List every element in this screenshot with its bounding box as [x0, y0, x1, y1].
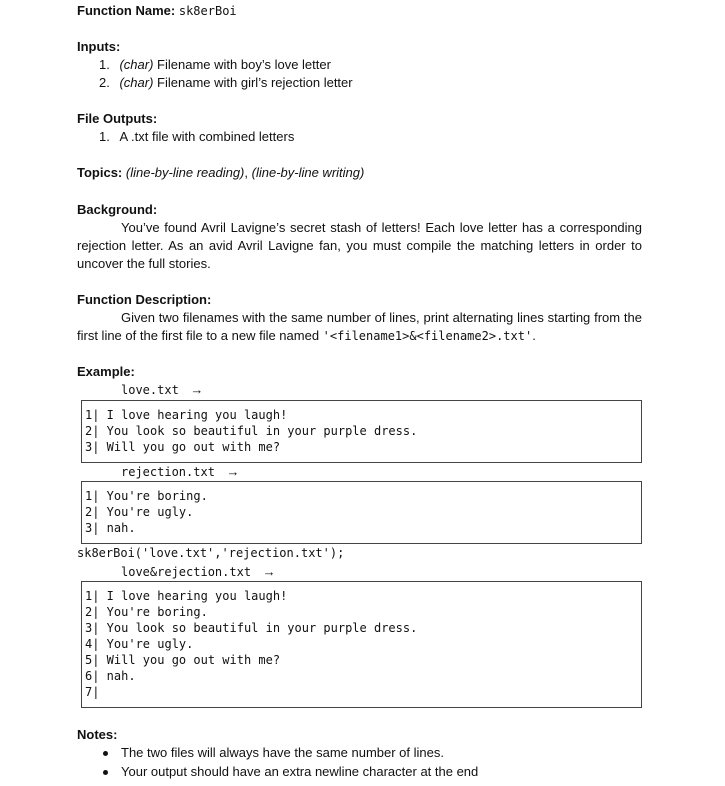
file-output-item-1 — [99, 129, 294, 144]
topic-separator: , — [244, 165, 252, 180]
output-title — [121, 564, 276, 579]
bullet-icon — [103, 751, 108, 756]
function-name-line — [77, 3, 237, 18]
notes-heading: Notes: — [77, 727, 118, 742]
input-item-type: (char) — [119, 57, 154, 72]
arrow-icon: → — [262, 564, 276, 579]
code-line: 3| Will you go out with me? — [85, 440, 281, 454]
description-text: Given two filenames with the same number of lines, print alternating lines starting from the first line of the first file to a new file named — [77, 310, 642, 343]
example-heading: Example: — [77, 364, 135, 379]
description-paragraph — [77, 309, 642, 345]
note-item-1: The two files will always have the same number of lines. — [121, 745, 444, 760]
code-line: 5| Will you go out with me? — [85, 653, 281, 667]
function-name-label: Function Name: — [77, 3, 176, 18]
function-name-value: sk8erBoi — [178, 4, 237, 18]
background-text: You’ve found Avril Lavigne’s secret stash of letters! Each love letter has a corresponding rejection letter. As an avid Avril Lavigne fan, you must compile the matching letters in order to uncover the full stories. — [77, 220, 642, 271]
output-filename-code: '<filename1>&<filename2>.txt' — [322, 329, 533, 343]
topic-item: (line-by-line writing) — [251, 165, 365, 180]
input-item-1 — [99, 57, 331, 72]
code-line: 4| You're ugly. — [85, 637, 194, 651]
code-line: 2| You look so beautiful in your purple dress. — [85, 424, 418, 438]
description-heading: Function Description: — [77, 292, 212, 307]
code-line: 1| You're boring. — [85, 489, 208, 503]
code-line: 1| I love hearing you laugh! — [85, 589, 288, 603]
output-content-box — [81, 581, 642, 708]
arrow-icon: → — [190, 382, 204, 397]
note-item-2: Your output should have an extra newline character at the end — [121, 764, 479, 779]
bullet-icon — [103, 770, 108, 775]
file2-name: rejection.txt — [121, 465, 215, 479]
file-output-number: 1. — [99, 129, 110, 144]
file1-title — [121, 382, 203, 397]
description-end: . — [532, 328, 536, 343]
function-call: sk8erBoi('love.txt','rejection.txt'); — [77, 546, 345, 560]
topic-item: (line-by-line reading) — [125, 165, 245, 180]
code-line: 1| I love hearing you laugh! — [85, 408, 288, 422]
input-item-type: (char) — [119, 75, 154, 90]
input-item-text: Filename with girl’s rejection letter — [157, 75, 353, 90]
input-item-number: 2. — [99, 75, 110, 90]
topics-line — [77, 165, 364, 180]
code-line: 6| nah. — [85, 669, 136, 683]
background-paragraph — [77, 219, 642, 273]
file2-content-box — [81, 481, 642, 544]
arrow-icon: → — [226, 464, 240, 479]
code-line: 3| You look so beautiful in your purple dress. — [85, 621, 418, 635]
input-item-text: Filename with boy’s love letter — [157, 57, 331, 72]
background-heading: Background: — [77, 202, 158, 217]
code-line: 2| You're ugly. — [85, 505, 194, 519]
file1-content-box — [81, 400, 642, 463]
file1-name: love.txt — [121, 383, 179, 397]
inputs-heading: Inputs: — [77, 39, 121, 54]
topics-label: Topics: — [77, 165, 123, 180]
input-item-2 — [99, 75, 353, 90]
file-output-text: A .txt file with combined letters — [119, 129, 295, 144]
file2-title — [121, 464, 240, 479]
output-name: love&rejection.txt — [121, 565, 252, 579]
code-line: 7| — [85, 685, 100, 699]
file-outputs-heading: File Outputs: — [77, 111, 158, 126]
code-line: 2| You're boring. — [85, 605, 208, 619]
input-item-number: 1. — [99, 57, 110, 72]
code-line: 3| nah. — [85, 521, 136, 535]
